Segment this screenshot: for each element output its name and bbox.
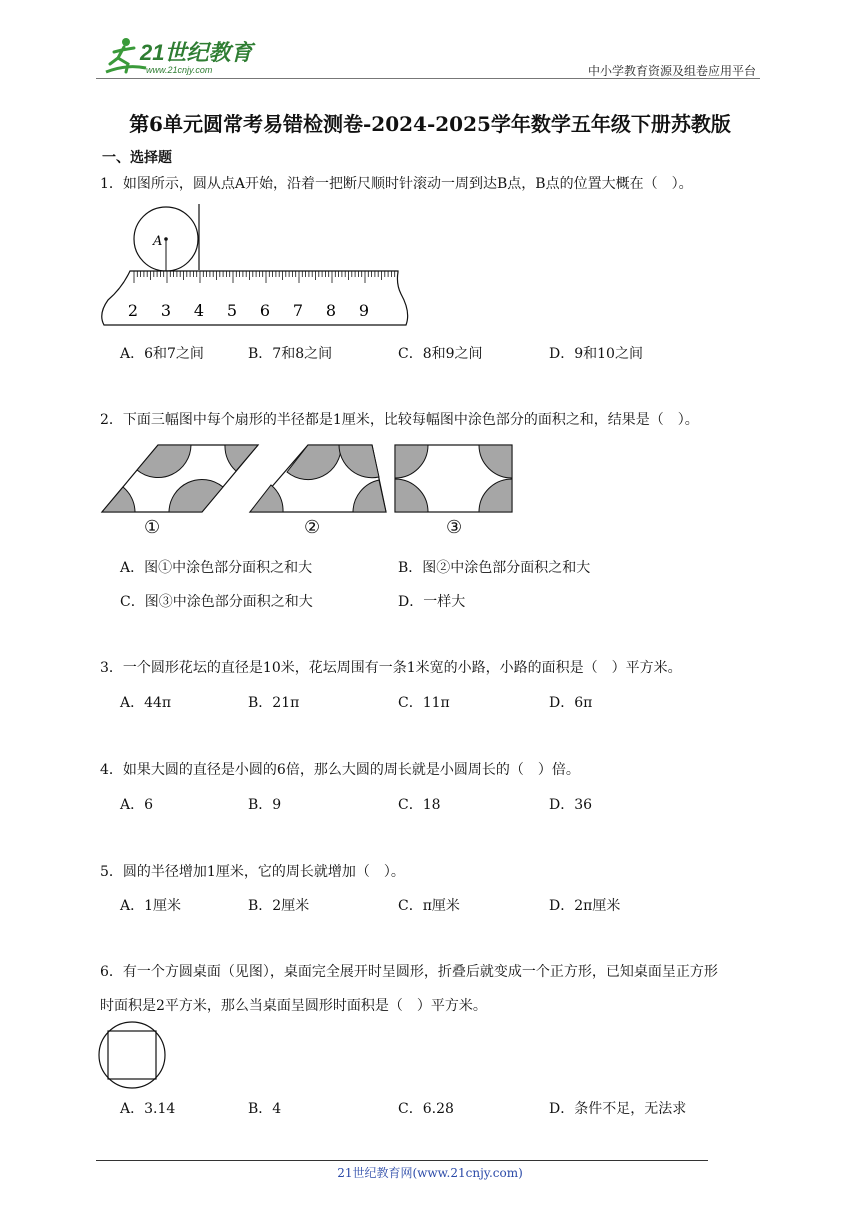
q2-option-d[interactable]: D．一样大 [398,594,466,610]
point-a-label: A [153,234,163,249]
q1-option-a[interactable]: A．6和7之间 [120,346,204,362]
logo-text: 21世纪教育 [140,40,253,65]
question-6-line-2: 时面积是2平方米，那么当桌面呈圆形时面积是（ ）平方米。 [100,998,487,1014]
figure-parallelogram [102,445,258,512]
question-2: 2．下面三幅图中每个扇形的半径都是1厘米，比较每幅图中涂色部分的面积之和，结果是（ ）。 [100,412,699,428]
q3-option-d[interactable]: D．6π [549,695,593,711]
q4-option-a[interactable]: A．6 [120,797,154,813]
figure-trapezoid [250,445,386,512]
q1-option-b[interactable]: B．7和8之间 [248,346,333,362]
q1-option-d[interactable]: D．9和10之间 [549,346,643,362]
figure-rectangle [395,445,512,512]
ruler-number: 8 [325,301,337,320]
site-logo [96,34,266,78]
ruler-number: 6 [259,301,271,320]
q5-option-d[interactable]: D．2π厘米 [549,898,621,914]
broken-ruler-figure [100,204,415,330]
ruler-number: 9 [358,301,370,320]
section-heading: 一、选择题 [102,150,172,166]
figure-label-2: ② [304,517,321,538]
question-5: 5．圆的半径增加1厘米，它的周长就增加（ ）。 [100,864,405,880]
ruler-number: 4 [193,301,205,320]
ruler-number: 3 [160,301,172,320]
q2-option-c[interactable]: C．图③中涂色部分面积之和大 [120,594,313,610]
runner-logo-icon [96,34,266,78]
ruler-number: 7 [292,301,304,320]
q5-option-a[interactable]: A．1厘米 [120,898,182,914]
q3-option-b[interactable]: B．21π [248,695,300,711]
q6-option-d[interactable]: D．条件不足，无法求 [549,1101,687,1117]
q2-option-b[interactable]: B．图②中涂色部分面积之和大 [398,560,591,576]
figure-label-1: ① [144,517,161,538]
page-title: 第6单元圆常考易错检测卷-2024-2025学年数学五年级下册苏教版 [129,112,731,136]
q4-option-d[interactable]: D．36 [549,797,593,813]
question-1: 1．如图所示，圆从点A开始，沿着一把断尺顺时针滚动一周到达B点，B点的位置大概在（ ）。 [100,176,693,192]
question-3: 3．一个圆形花坛的直径是10米，花坛周围有一条1米宽的小路，小路的面积是（ ）平方米。 [100,660,682,676]
ruler-number: 2 [127,301,139,320]
q4-option-b[interactable]: B．9 [248,797,282,813]
q4-option-c[interactable]: C．18 [398,797,441,813]
q6-option-a[interactable]: A．3.14 [120,1101,176,1117]
logo-url: www.21cnjy.com [146,65,213,75]
q3-option-a[interactable]: A．44π [120,695,172,711]
question-4: 4．如果大圆的直径是小圆的6倍，那么大圆的周长就是小圆周长的（ ）倍。 [100,762,580,778]
q1-option-c[interactable]: C．8和9之间 [398,346,483,362]
footer-divider [96,1160,708,1161]
q6-option-b[interactable]: B．4 [248,1101,282,1117]
platform-name: 中小学教育资源及组卷应用平台 [587,64,756,78]
q3-option-c[interactable]: C．11π [398,695,450,711]
round-table-figure [98,1020,168,1090]
q6-option-c[interactable]: C．6.28 [398,1101,454,1117]
header-divider [96,78,760,79]
question-6-line-1: 6．有一个方圆桌面（见图），桌面完全展开时呈圆形，折叠后就变成一个正方形，已知桌面呈正方形 [100,964,718,980]
q5-option-c[interactable]: C．π厘米 [398,898,460,914]
q2-option-a[interactable]: A．图①中涂色部分面积之和大 [120,560,313,576]
figure-label-3: ③ [446,517,463,538]
ruler-number: 5 [226,301,238,320]
footer-link[interactable]: 21世纪教育网(www.21cnjy.com) [337,1166,523,1180]
q5-option-b[interactable]: B．2厘米 [248,898,310,914]
